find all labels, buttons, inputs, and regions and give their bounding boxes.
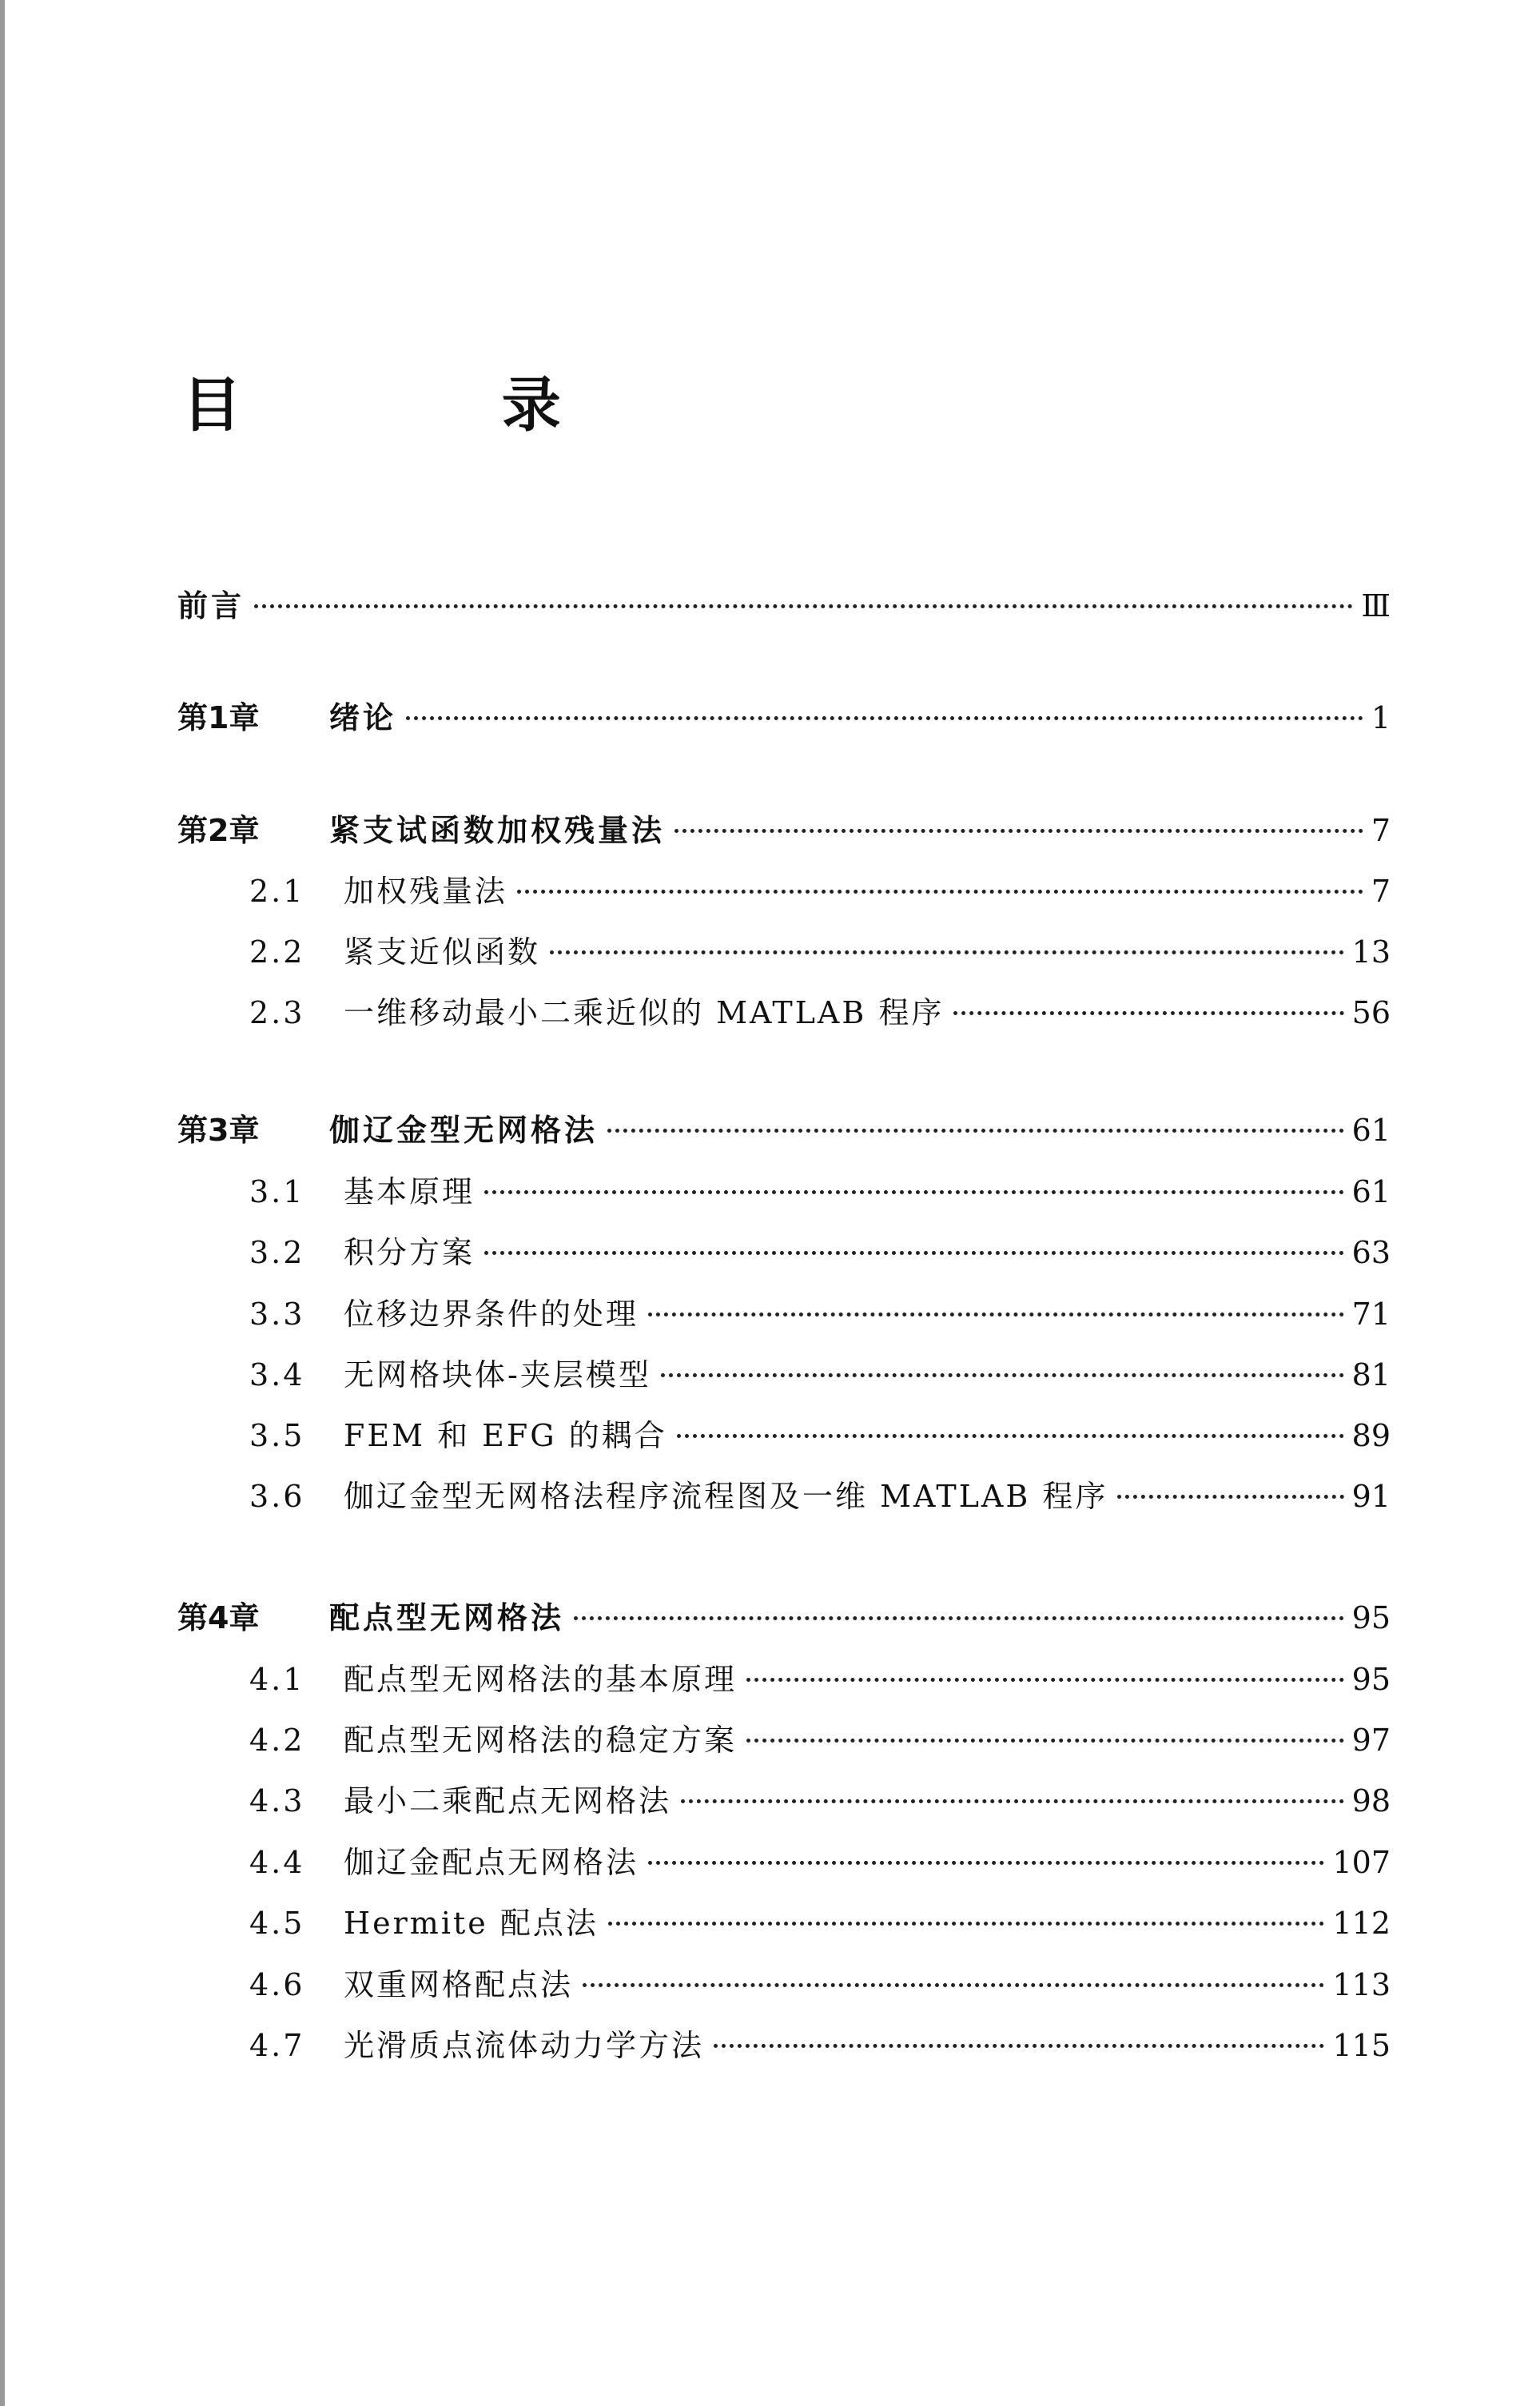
section-number: 2.2 xyxy=(249,934,305,970)
section-number: 3.3 xyxy=(249,1297,305,1332)
section-number: 3.2 xyxy=(249,1235,305,1270)
chapter-title: 紧支试函数加权残量法 xyxy=(329,813,666,848)
toc-section-3-5[interactable] xyxy=(249,1412,1391,1460)
section-number: 4.3 xyxy=(249,1783,305,1818)
section-title: Hermite 配点法 xyxy=(344,1906,599,1941)
dot-leader xyxy=(574,1616,1344,1620)
chapter-page: 1 xyxy=(1371,700,1391,735)
section-number: 3.1 xyxy=(249,1174,305,1209)
toc-entry-preface[interactable] xyxy=(177,582,1391,630)
section-page: 107 xyxy=(1332,1845,1391,1880)
section-page: 91 xyxy=(1351,1479,1391,1514)
section-title: 伽辽金型无网格法程序流程图及一维 MATLAB 程序 xyxy=(344,1479,1108,1514)
toc-entry-page: Ⅲ xyxy=(1361,588,1391,623)
dot-leader xyxy=(953,1011,1343,1015)
section-page: 97 xyxy=(1351,1723,1391,1758)
toc-section-3-4[interactable] xyxy=(249,1351,1391,1399)
section-page: 95 xyxy=(1351,1662,1391,1697)
dot-leader xyxy=(550,950,1344,954)
dot-leader xyxy=(583,1983,1324,1987)
section-page: 7 xyxy=(1371,874,1391,909)
section-number: 4.6 xyxy=(249,1967,305,2002)
dot-leader xyxy=(674,829,1363,833)
toc-section-4-2[interactable] xyxy=(249,1716,1391,1764)
section-title: 配点型无网格法的基本原理 xyxy=(344,1662,738,1697)
section-page: 89 xyxy=(1351,1418,1391,1453)
section-number: 4.7 xyxy=(249,2028,305,2063)
section-title: 积分方案 xyxy=(344,1235,476,1270)
dot-leader xyxy=(517,890,1363,894)
section-page: 56 xyxy=(1351,995,1391,1030)
section-number: 4.4 xyxy=(249,1845,305,1880)
section-page: 112 xyxy=(1332,1906,1391,1941)
dot-leader xyxy=(681,1799,1344,1803)
section-title: 伽辽金配点无网格法 xyxy=(344,1845,639,1880)
page-title: 目 录 xyxy=(182,371,681,440)
section-page: 71 xyxy=(1351,1297,1391,1332)
section-title: 加权残量法 xyxy=(344,874,508,909)
toc-section-2-3[interactable] xyxy=(249,989,1391,1037)
section-number: 3.4 xyxy=(249,1357,305,1392)
section-title: 无网格块体-夹层模型 xyxy=(344,1357,651,1392)
section-page: 98 xyxy=(1351,1783,1391,1818)
section-number: 4.5 xyxy=(249,1906,305,1941)
section-title: 最小二乘配点无网格法 xyxy=(344,1783,672,1818)
section-number: 3.5 xyxy=(249,1418,305,1453)
chapter-title: 配点型无网格法 xyxy=(329,1600,565,1635)
toc-chapter-2[interactable] xyxy=(177,807,1391,854)
chapter-title: 绪论 xyxy=(329,700,397,735)
toc-chapter-3[interactable] xyxy=(177,1106,1391,1154)
section-title: 配点型无网格法的稳定方案 xyxy=(344,1723,738,1758)
dot-leader xyxy=(746,1678,1344,1682)
chapter-number: 第3章 xyxy=(177,1113,260,1148)
dot-leader xyxy=(648,1861,1324,1865)
dot-leader xyxy=(254,604,1353,608)
section-number: 3.6 xyxy=(249,1479,305,1514)
section-page: 13 xyxy=(1351,934,1391,970)
toc-entry-title: 前言 xyxy=(177,588,245,623)
section-title: 一维移动最小二乘近似的 MATLAB 程序 xyxy=(344,995,945,1030)
dot-leader xyxy=(406,716,1363,720)
dot-leader xyxy=(484,1190,1344,1194)
section-title: 双重网格配点法 xyxy=(344,1967,574,2002)
chapter-number: 第1章 xyxy=(177,700,260,735)
dot-leader xyxy=(714,2044,1324,2048)
chapter-number: 第4章 xyxy=(177,1600,260,1635)
dot-leader xyxy=(607,1129,1344,1133)
dot-leader xyxy=(608,1922,1325,1926)
toc-section-3-3[interactable] xyxy=(249,1290,1391,1338)
dot-leader xyxy=(661,1373,1344,1377)
chapter-title: 伽辽金型无网格法 xyxy=(329,1113,599,1148)
toc-section-2-2[interactable] xyxy=(249,928,1391,976)
section-title: FEM 和 EFG 的耦合 xyxy=(344,1418,667,1453)
section-number: 4.1 xyxy=(249,1662,305,1697)
section-title: 位移边界条件的处理 xyxy=(344,1297,639,1332)
section-number: 2.1 xyxy=(249,874,305,909)
toc-section-3-1[interactable] xyxy=(249,1168,1391,1216)
toc-section-4-1[interactable] xyxy=(249,1655,1391,1703)
toc-chapter-4[interactable] xyxy=(177,1594,1391,1642)
toc-section-2-1[interactable] xyxy=(249,867,1391,915)
chapter-number: 第2章 xyxy=(177,813,260,848)
chapter-page: 7 xyxy=(1371,813,1391,848)
dot-leader xyxy=(746,1739,1344,1743)
dot-leader xyxy=(648,1313,1344,1317)
dot-leader xyxy=(484,1251,1344,1255)
toc-section-4-5[interactable] xyxy=(249,1899,1391,1947)
section-number: 2.3 xyxy=(249,995,305,1030)
section-title: 光滑质点流体动力学方法 xyxy=(344,2028,705,2063)
scan-edge xyxy=(0,0,5,2406)
chapter-page: 61 xyxy=(1351,1113,1391,1148)
section-title: 基本原理 xyxy=(344,1174,476,1209)
section-number: 4.2 xyxy=(249,1723,305,1758)
toc-section-4-6[interactable] xyxy=(249,1961,1391,2009)
toc-section-4-4[interactable] xyxy=(249,1838,1391,1886)
section-page: 63 xyxy=(1351,1235,1391,1270)
toc-section-4-3[interactable] xyxy=(249,1777,1391,1825)
dot-leader xyxy=(1117,1495,1343,1499)
dot-leader xyxy=(677,1434,1344,1438)
section-page: 81 xyxy=(1351,1357,1391,1392)
section-page: 61 xyxy=(1351,1174,1391,1209)
toc-section-3-2[interactable] xyxy=(249,1229,1391,1277)
toc-chapter-1[interactable] xyxy=(177,694,1391,742)
toc-section-3-6[interactable] xyxy=(249,1472,1391,1520)
section-page: 113 xyxy=(1332,1967,1391,2002)
section-page: 115 xyxy=(1332,2028,1391,2063)
toc-section-4-7[interactable] xyxy=(249,2022,1391,2069)
chapter-page: 95 xyxy=(1351,1600,1391,1635)
section-title: 紧支近似函数 xyxy=(344,934,541,970)
